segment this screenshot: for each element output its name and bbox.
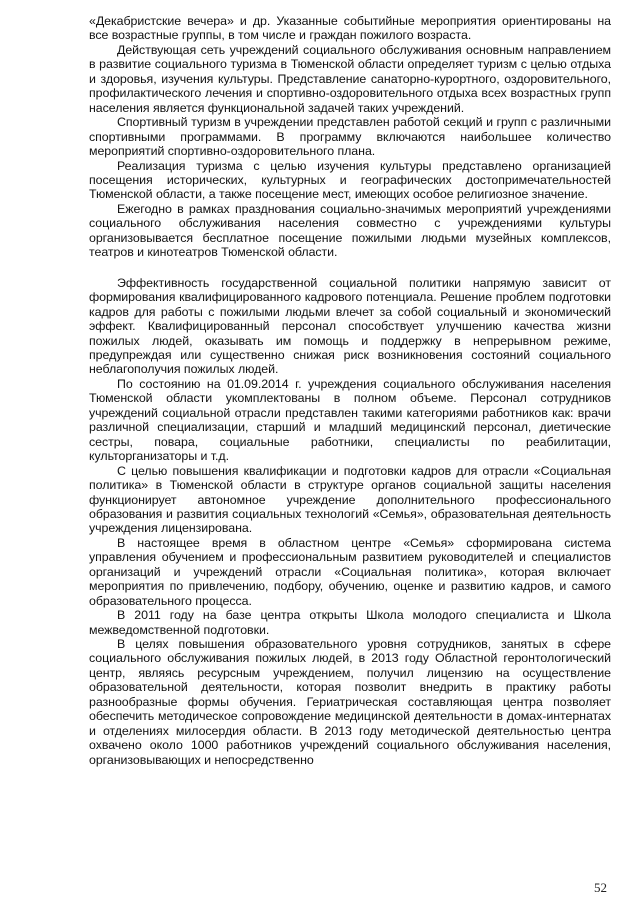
paragraph: С целью повышения квалификации и подготовки кадров для отрасли «Социальная политика» в Тюменской области в структуре органов социальной защиты населения функционирует автономное учреждение дополнительного профессионального образования и развития социальных технологий «Семья», образовательная деятельность учреждения лицензирована.	[89, 463, 611, 536]
paragraph: В 2011 году на базе центра открыты Школа молодого специалиста и Школа межведомственной подготовки.	[89, 608, 611, 637]
paragraph: Действующая сеть учреждений социального обслуживания основным направлением в развитие социального туризма в Тюменской области определяет туризм с целью отдыха и здоровья, изучения культуры. Представление санаторно-курортного, оздоровительного, профилактического лечения и спортивно-оздоровительного отдыха всех возрастных групп населения является функциональной задачей таких учреждений.	[89, 42, 611, 115]
paragraph: По состоянию на 01.09.2014 г. учреждения социального обслуживания населения Тюменской области укомплектованы в полном объеме. Персонал сотрудников учреждений социальной отрасли представлен такими категориями работников как: врачи различной специализации, старший и младший медицинский персонал, диетические сестры, повара, социальные работники, специалисты по реабилитации, культорганизаторы и т.д.	[89, 376, 611, 464]
document-body	[89, 14, 611, 767]
paragraph: Эффективность государственной социальной политики напрямую зависит от формирования квалифицированного кадрового потенциала. Решение проблем подготовки кадров для работы с пожилыми людьми влечет за собой социальный и экономический эффект. Квалифицированный персонал способствует улучшению качества жизни пожилых людей, оказывать им помощь и поддержку в непрерывном режиме, предупреждая или существенно снижая риск возникновения состояний социального неблагополучия пожилых людей.	[89, 275, 611, 377]
paragraph: В целях повышения образовательного уровня сотрудников, занятых в сфере социального обслуживания пожилых людей, в 2013 году Областной геронтологический центр, являясь ресурсным учреждением, получил лицензию на осуществление образовательной деятельности, которая позволит внедрить в практику работы разнообразные формы обучения. Гериатрическая составляющая центра позволяет обеспечить методическое сопровождение медицинской деятельности в домах-интернатах и отделениях милосердия области. В 2013 году методической деятельностью центра охвачено около 1000 работников учреждений социального обслуживания населения, организовывающих и непосредственно	[89, 637, 611, 767]
paragraph-gap	[89, 260, 611, 276]
paragraph: «Декабристские вечера» и др. Указанные событийные мероприятия ориентированы на все возрастные группы, в том числе и граждан пожилого возраста.	[89, 14, 611, 43]
page-number: 52	[594, 880, 607, 895]
paragraph: В настоящее время в областном центре «Семья» сформирована система управления обучением и профессиональным развитием руководителей и специалистов организаций и учреждений отрасли «Социальная политика», которая включает мероприятия по привлечению, подбору, обучению, оценке и развитию кадров, и самого образовательного процесса.	[89, 535, 611, 608]
paragraph: Реализация туризма с целью изучения культуры представлено организацией посещения исторических, культурных и географических достопримечательностей Тюменской области, а также посещение мест, имеющих особое религиозное значение.	[89, 158, 611, 202]
paragraph: Спортивный туризм в учреждении представлен работой секций и групп с различными спортивными программами. В программу включаются наибольшее количество мероприятий спортивно-оздоровительного плана.	[89, 115, 611, 159]
paragraph: Ежегодно в рамках празднования социально-значимых мероприятий учреждениями социального обслуживания населения совместно с учреждениями культуры организовывается бесплатное посещение пожилыми людьми музейных комплексов, театров и кинотеатров Тюменской области.	[89, 201, 611, 260]
